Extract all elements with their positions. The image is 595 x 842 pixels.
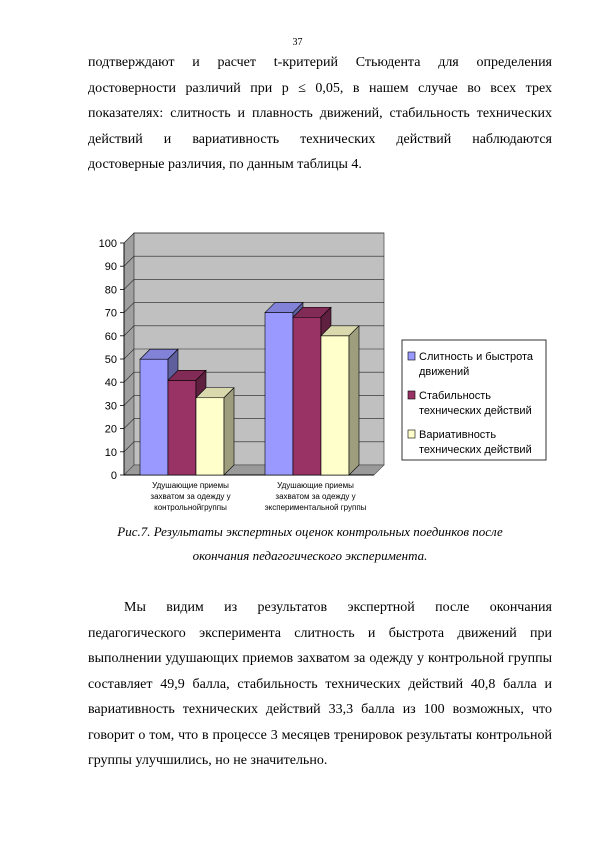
y-tick-label: 0: [110, 470, 117, 482]
bar-chart: [80, 225, 550, 520]
bar-front: [293, 317, 321, 475]
y-tick-label: 20: [104, 423, 117, 436]
y-tick-label: 80: [104, 284, 117, 297]
text-line: действий и вариативность технических действий наблюдаются: [88, 131, 552, 147]
y-tick-label: 100: [98, 238, 117, 250]
y-tick-label: 60: [104, 330, 117, 343]
figure-caption: окончания педагогического эксперимента.: [192, 548, 428, 563]
text-line: педагогического эксперимента слитность и быстрота движений при: [88, 625, 552, 641]
x-category-label: экспериментальной группы: [264, 503, 367, 512]
bar-front: [265, 313, 293, 475]
text-line: достоверности различий при р ≤ 0,05, в нашем случае во всех трех: [88, 80, 552, 96]
bar-front: [196, 398, 224, 475]
bar-side: [349, 326, 359, 475]
x-category-label: Удушающие приемы: [152, 481, 229, 490]
legend-swatch: [408, 352, 415, 360]
text-line: Мы видим из результатов экспертной после окончания: [124, 600, 552, 615]
page-number: 37: [292, 37, 303, 48]
paragraph-intro: [88, 50, 552, 178]
paragraph-results: [88, 595, 552, 774]
y-tick-label: 50: [104, 354, 117, 366]
x-category-label: захватом за одежду у: [150, 492, 231, 501]
figure-caption: Рис.7. Результаты экспертных оценок контрольных поединков после: [117, 524, 503, 539]
legend-label: Слитность и быстрота: [419, 351, 534, 363]
text-line: группы улучшились, но не значительно.: [88, 753, 328, 768]
bar-front: [168, 380, 196, 475]
text-line: составляет 49,9 балла, стабильность технических действий 40,8 балла и: [88, 676, 552, 692]
legend-label: Стабильность: [419, 390, 492, 402]
x-category-label: Удушающие приемы: [277, 481, 354, 490]
y-tick-label: 70: [104, 307, 117, 320]
legend-label: технических действий: [419, 405, 532, 417]
text-line: подтверждают и расчет t-критерий Стьюдента для определения: [88, 55, 552, 70]
text-line: показателях: слитность и плавность движений, стабильность технических: [88, 106, 552, 121]
text-line: выполнении удушающих приемов захватом за одежду у контрольной группы: [88, 651, 552, 666]
bar-front: [140, 359, 168, 475]
x-category-label: захватом за одежду у: [275, 492, 356, 501]
x-category-label: контрольнойгруппы: [154, 503, 227, 512]
text-line: говорит о том, что в процессе 3 месяцев тренировок результаты контрольной: [88, 727, 552, 743]
y-tick-label: 40: [104, 377, 117, 390]
legend-label: движений: [419, 366, 470, 378]
legend-swatch: [408, 430, 415, 438]
y-tick-label: 90: [104, 261, 117, 274]
legend-label: Вариативность: [419, 429, 497, 441]
y-tick-label: 30: [104, 400, 117, 413]
legend-swatch: [408, 391, 415, 399]
legend-label: технических действий: [419, 444, 532, 456]
bar-front: [321, 336, 349, 475]
text-line: достоверные различия, по данным таблицы 4.: [88, 157, 362, 172]
y-tick-label: 10: [104, 446, 117, 459]
bar-side: [224, 388, 234, 475]
text-line: вариативность технических действий 33,3 балла из 100 возможных, что: [88, 702, 552, 717]
